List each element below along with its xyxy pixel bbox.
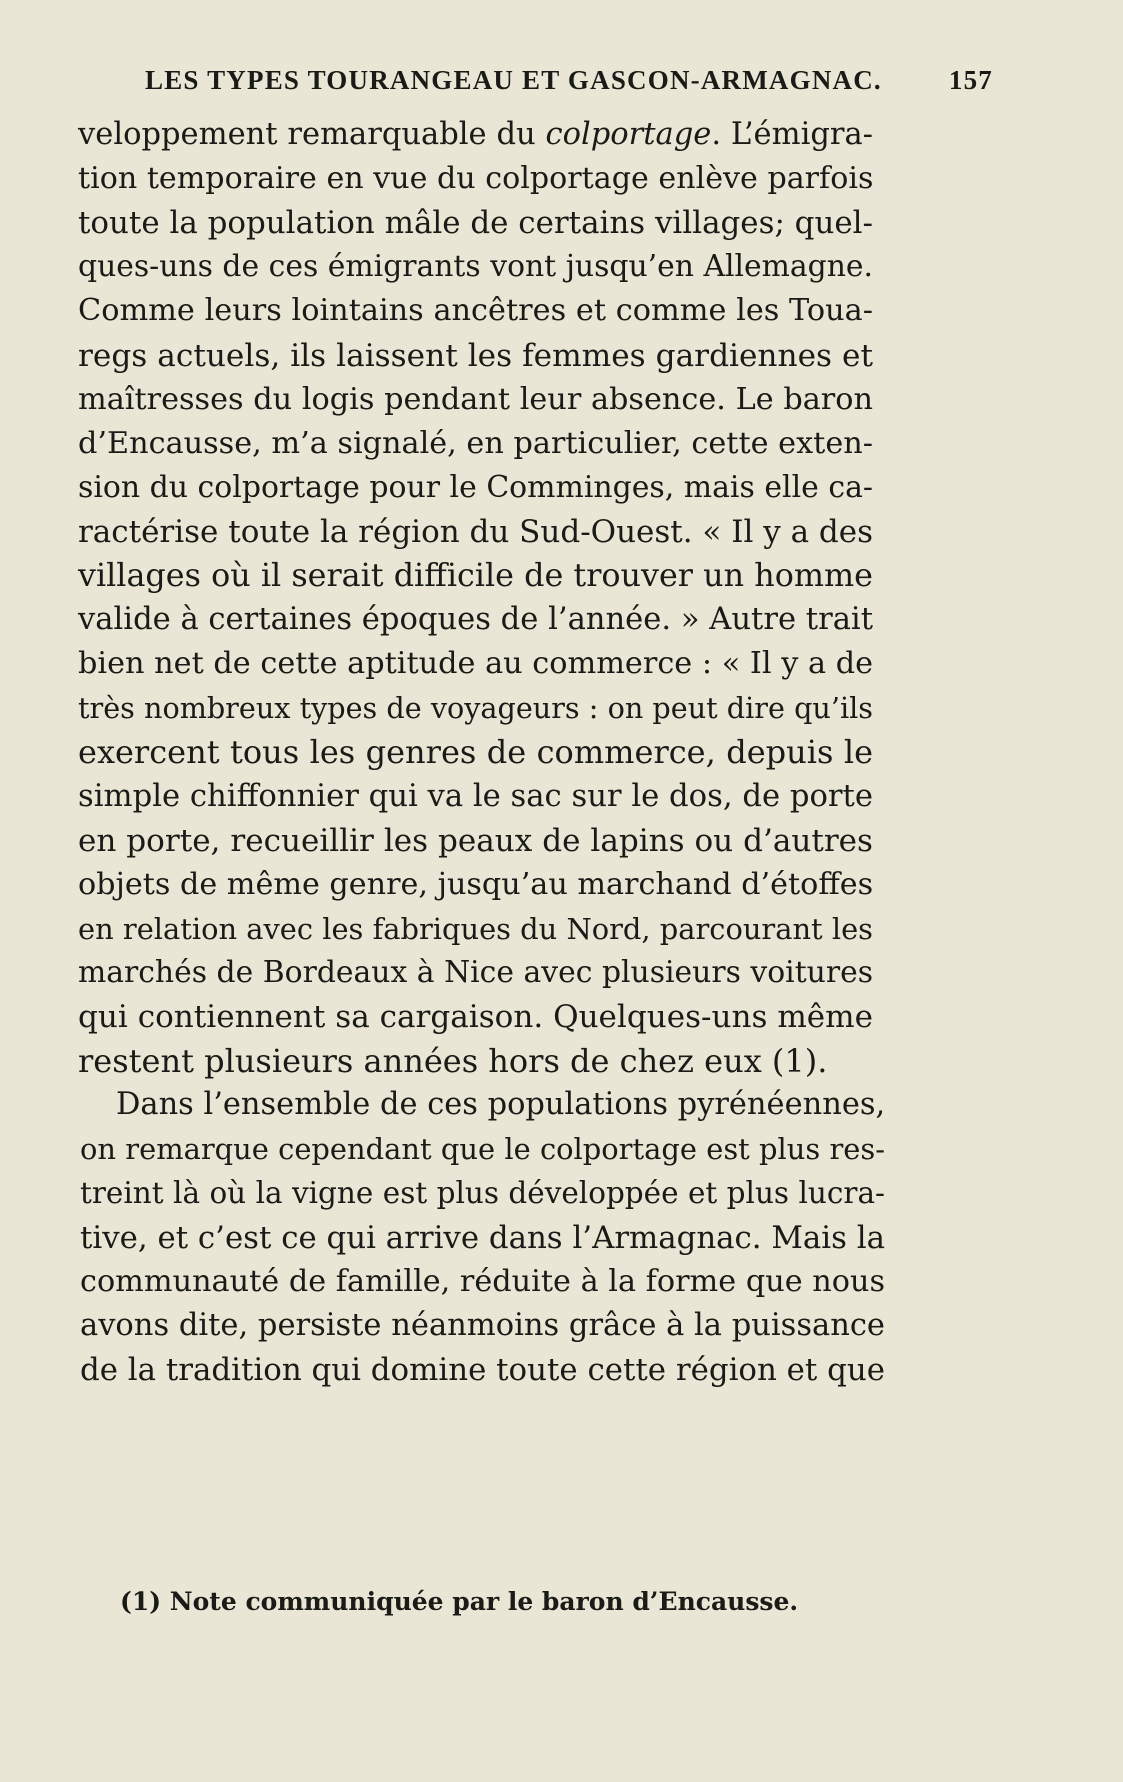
footnote: (1) Note communiquée par le baron d’Encausse.: [120, 1587, 799, 1616]
line-text: d’Encausse, m’a signalé, en particulier, cette exten-: [78, 425, 873, 461]
line-text: maîtresses du logis pendant leur absence. Le baron: [78, 381, 873, 417]
line-text: tive, et c’est ce qui arrive dans l’Armagnac. Mais la: [80, 1219, 885, 1256]
text-line: [0, 242, 1123, 292]
text-line: [0, 1213, 1123, 1263]
running-title: LES TYPES TOURANGEAU ET GASCON-ARMAGNAC.: [145, 65, 882, 95]
text-line: [0, 331, 1123, 381]
line-text: qui contiennent sa cargaison. Quelques-uns même: [78, 999, 873, 1035]
line-text: regs actuels, ils laissent les femmes gardiennes et: [78, 337, 873, 374]
page-header: [145, 60, 993, 100]
text-line: [0, 551, 1123, 601]
text-line: [0, 375, 1123, 425]
text-line: [0, 507, 1123, 557]
line-text: ques-uns de ces émigrants vont jusqu’en Allemagne.: [78, 249, 873, 285]
line-text: ractérise toute la région du Sud-Ouest. « Il y a des: [78, 513, 873, 550]
line-text: valide à certaines époques de l’année. » Autre trait: [78, 602, 873, 638]
line-text: tion temporaire en vue du colportage enlève parfois: [78, 161, 874, 197]
text-line: [0, 1168, 1123, 1218]
text-line: [0, 948, 1123, 998]
line-text: en relation avec les fabriques du Nord, parcourant les: [78, 911, 873, 946]
line-text: Comme leurs lointains ancêtres et comme les Toua-: [78, 293, 873, 329]
text-line: [0, 1257, 1123, 1307]
text-line: [0, 683, 1123, 733]
text-line: [0, 286, 1123, 336]
line-text: très nombreux types de voyageurs : on peut dire qu’ils: [78, 691, 873, 726]
line-text: Dans l’ensemble de ces populations pyrénéennes,: [116, 1087, 886, 1123]
text-line: [0, 816, 1123, 866]
text-line: [0, 1301, 1123, 1351]
line-text: simple chiffonnier qui va le sac sur le dos, de porte: [78, 778, 873, 814]
text-line: [0, 595, 1123, 645]
line-text: sion du colportage pour le Comminges, mais elle ca-: [78, 469, 873, 505]
line-text: exercent tous les genres de commerce, depuis le: [78, 733, 873, 772]
line-text: bien net de cette aptitude au commerce : « Il y a de: [78, 646, 873, 682]
line-text: restent plusieurs années hors de chez eux (1).: [78, 1042, 828, 1081]
line-text: on remarque cependant que le colportage est plus res-: [80, 1132, 885, 1167]
line-text: avons dite, persiste néanmoins grâce à la puissance: [80, 1307, 885, 1343]
text-line: [0, 639, 1123, 689]
text-line: [0, 992, 1123, 1042]
text-line: [0, 904, 1123, 954]
text-line: [0, 1345, 1123, 1395]
text-line: [0, 198, 1123, 248]
text-line: [0, 727, 1123, 777]
text-line: [0, 860, 1123, 910]
line-text: de la tradition qui domine toute cette région et que: [80, 1351, 885, 1388]
text-line: [0, 110, 1123, 160]
line-text: communauté de famille, réduite à la forme que nous: [80, 1263, 885, 1299]
line-text: marchés de Bordeaux à Nice avec plusieurs voitures: [78, 954, 873, 990]
text-line: [0, 154, 1123, 204]
italic-word: colportage: [545, 117, 712, 152]
text-line: [0, 419, 1123, 469]
page-number: 157: [948, 65, 993, 95]
text-line: [0, 772, 1123, 822]
text-line: [0, 1080, 1123, 1130]
line-text: treint là où la vigne est plus développée et plus lucra-: [80, 1176, 885, 1211]
line-text: toute la population mâle de certains villages; quel-: [78, 205, 873, 242]
line-text: en porte, recueillir les peaux de lapins ou d’autres: [78, 822, 873, 859]
line-text: veloppement remarquable du colportage. L’émigra-: [78, 117, 874, 152]
line-text: objets de même genre, jusqu’au marchand d’étoffes: [78, 866, 874, 902]
text-line: [0, 1124, 1123, 1174]
text-line: [0, 1036, 1123, 1086]
text-line: [0, 463, 1123, 513]
line-text: villages où il serait difficile de trouver un homme: [78, 557, 873, 594]
